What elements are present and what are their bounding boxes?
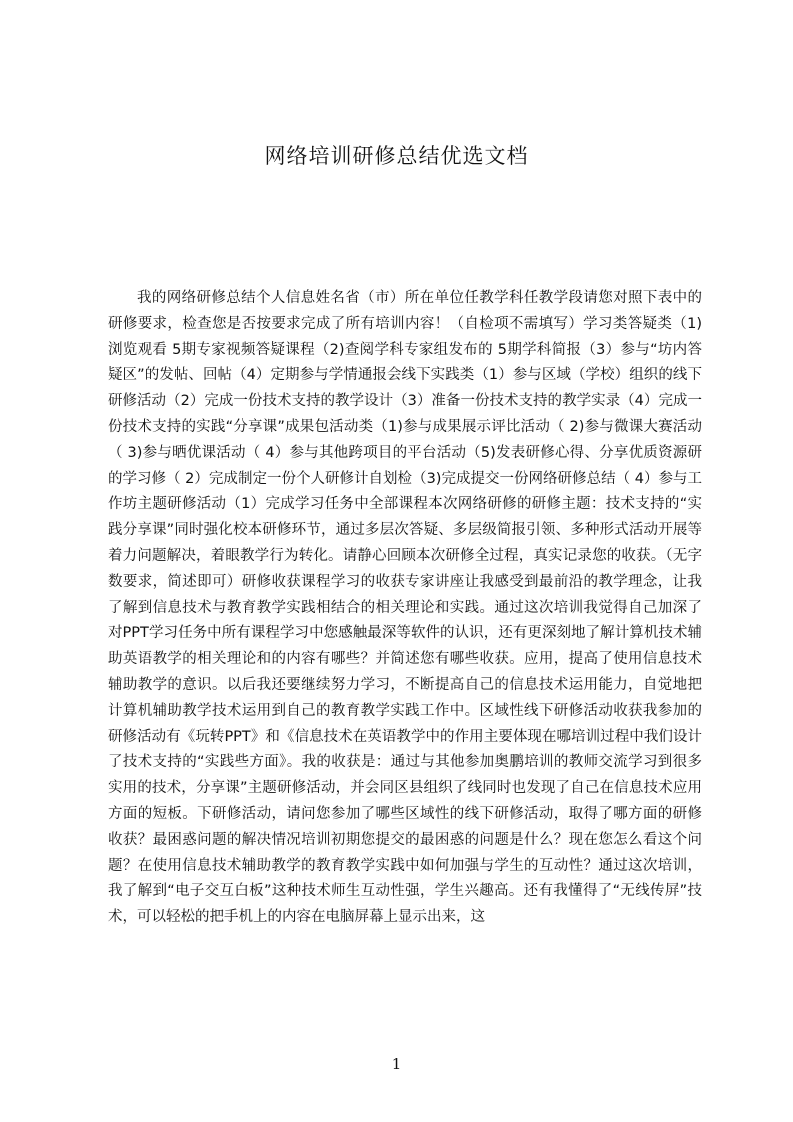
page-number: 1 <box>391 1055 402 1073</box>
page-title: 网络培训研修总结优选文档 <box>264 144 529 168</box>
body-paragraph: 我的网络研修总结个人信息姓名省（市）所在单位任教学科任教学段请您对照下表中的研修要求，检查您是否按要求完成了所有培训内容！（自检项不需填写）学习类答疑类（1)浏览观看 5期专家视频答疑课程（2)查阅学科专家组发布的 5期学科简报（3）参与“坊内答疑区”的发帖、回帖（4）定期参与学情通报会线下实践类（1）参与区域（学校）组织的线下研修活动（2）完成一份技术支持的教学设计（3）准备一份技术支持的教学实录（4）完成一份技术支持的实践“分享课”成果包活动类（1)参与成果展示评比活动（ 2)参与微课大赛活动（ 3)参与晒优课活动（ 4）参与其他跨项目的平台活动（5)发表研修心得、分享优质资源研的学习修（ 2）完成制定一份个人研修计自划检（3)完成提交一份网络研修总结（ 4）参与工作坊主题研修活动（1）完成学习任务中全部课程本次网络研修的研修主题：技术支持的“实践分享课”同时强化校本研修环节，通过多层次答疑、多层级简报引领、多种形式活动开展等着力问题解决，着眼教学行为转化。请静心回顾本次研修全过程，真实记录您的收获。（无字数要求，简述即可）研修收获课程学习的收获专家讲座让我感受到最前沿的教学理念，让我了解到信息技术与教育教学实践相结合的相关理论和实践。通过这次培训我觉得自己加深了对PPT学习任务中所有课程学习中您感触最深等软件的认识，还有更深刻地了解计算机技术辅助英语教学的相关理论和的内容有哪些？并简述您有哪些收获。应用，提高了使用信息技术辅助教学的意识。以后我还要继续努力学习，不断提高自己的信息技术运用能力，自觉地把计算机辅助教学技术运用到自己的教育教学实践工作中。区域性线下研修活动收获我参加的研修活动有《玩转PPT》和《信息技术在英语教学中的作用主要体现在哪培训过程中我们设计了技术支持的“实践些方面》。我的收获是：通过与其他参加奥鹏培训的教师交流学习到很多实用的技术，分享课”主题研修活动，并会同区县组织了线同时也发现了自己在信息技术应用方面的短板。下研修活动，请问您参加了哪些区域性的线下研修活动，取得了哪方面的研修收获？最困惑问题的解决情况培训初期您提交的最困惑的问题是什么？现在您怎么看这个问题？在使用信息技术辅助教学的教育教学实践中如何加强与学生的互动性？通过这次培训，我了解到“电子交互白板”这种技术师生互动性强，学生兴趣高。还有我懂得了“无线传屏”技术，可以轻松的把手机上的内容在电脑屏幕上显示出来，这 <box>108 290 702 926</box>
